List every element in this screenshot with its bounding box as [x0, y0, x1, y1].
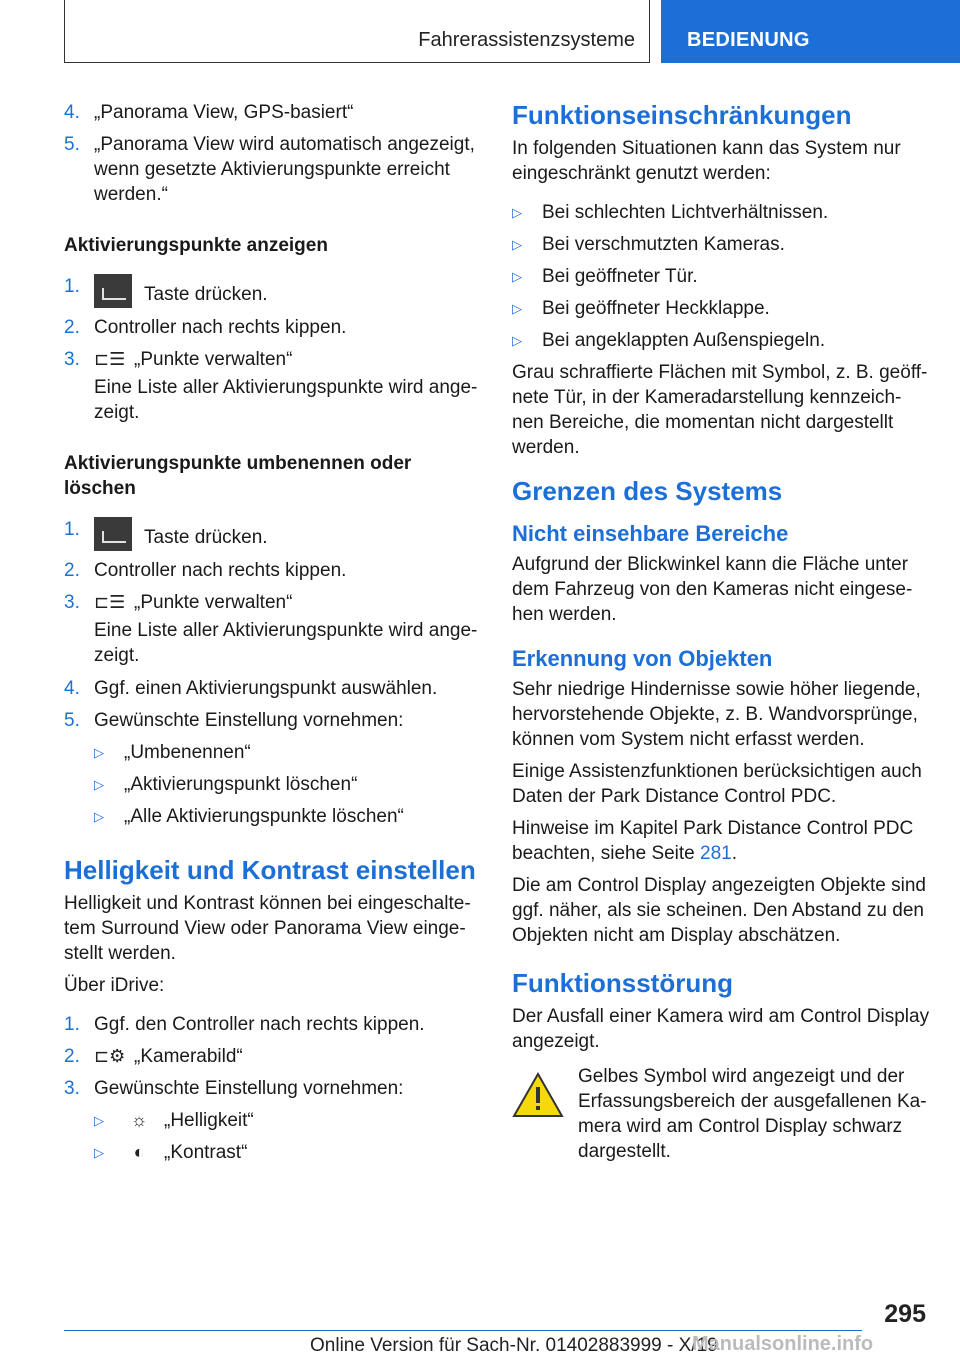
- triangle-right-icon: ▷: [94, 777, 104, 792]
- triangle-right-icon: ▷: [512, 237, 522, 252]
- list-text: Ggf. einen Aktivierungspunkt auswählen.: [94, 678, 438, 699]
- list-text: Gewünschte Einstellung vornehmen:: [94, 1078, 404, 1099]
- list-text: Ggf. den Controller nach rechts kippen.: [94, 1014, 425, 1035]
- paragraph: Der Ausfall einer Kamera wird am Control Display angezeigt.: [512, 1006, 930, 1052]
- list-number: 3.: [64, 592, 80, 613]
- right-column: [512, 100, 932, 1164]
- list-text: Gewünschte Einstellung vornehmen:: [94, 710, 404, 731]
- triangle-right-icon: ▷: [512, 205, 522, 220]
- triangle-right-icon: ▷: [512, 269, 522, 284]
- list-text: Taste drücken.: [144, 284, 268, 305]
- bullet-item: [512, 200, 932, 225]
- bullet-item: [512, 264, 932, 289]
- list-text: „Helligkeit“: [164, 1110, 254, 1131]
- list-text: Bei angeklappten Außenspiegeln.: [542, 330, 826, 351]
- paragraph: Einige Assistenzfunktionen berücksichtigen auch Daten der Park Distance Control PDC.: [512, 761, 922, 807]
- list-continuation: Eine Liste aller Aktivierungspunkte wird ange‐ zeigt.: [94, 620, 478, 666]
- list-item: [64, 1012, 482, 1037]
- list-text: Bei verschmutzten Kameras.: [542, 234, 785, 255]
- warning-triangle-icon: [512, 1072, 564, 1118]
- warning-note: [512, 1064, 932, 1164]
- paragraph: In folgenden Situationen kann das System nur eingeschränkt genutzt werden:: [512, 138, 901, 184]
- list-text: Bei geöffneter Tür.: [542, 266, 698, 287]
- paragraph-text: .: [731, 843, 738, 864]
- list-item: [64, 708, 482, 733]
- triangle-right-icon: ▷: [512, 301, 522, 316]
- list-item: [64, 1044, 482, 1069]
- list-text: „Umbenennen“: [124, 742, 251, 763]
- list-text: „Kamerabild“: [134, 1046, 243, 1067]
- paragraph: [512, 816, 932, 866]
- heading-funktionseinschraenkungen: Funktionseinschränkungen: [512, 100, 852, 130]
- camera-button-icon: [94, 517, 132, 551]
- contrast-icon: ◐: [133, 1142, 145, 1162]
- list-item: [64, 590, 482, 615]
- footer-online-version: Online Version für Sach-Nr. 01402883999 - X/19: [310, 1335, 718, 1356]
- triangle-right-icon: ▷: [94, 809, 104, 824]
- footer-divider: [64, 1330, 862, 1331]
- list-item: [64, 100, 482, 125]
- sub-list-item: [64, 740, 482, 765]
- list-number: 2.: [64, 317, 80, 338]
- bullet-item: [512, 328, 932, 353]
- left-column: [64, 100, 482, 1172]
- sub-list-item: [64, 772, 482, 797]
- list-item: [64, 347, 482, 372]
- warning-text: Gelbes Symbol wird angezeigt und der Erfassungsbereich der ausgefallenen Ka‐ mera wird am Control Display schwarz dargestellt.: [578, 1066, 927, 1162]
- paragraph: Sehr niedrige Hindernisse sowie höher liegende, hervorstehende Objekte, z. B. Wandvorsprünge, können vom System nicht erfasst werden.: [512, 679, 921, 750]
- list-item: [64, 132, 482, 207]
- triangle-right-icon: ▷: [94, 1113, 104, 1128]
- list-text: „Kontrast“: [164, 1142, 248, 1163]
- list-item: [64, 558, 482, 583]
- list-number: 5.: [64, 134, 80, 155]
- heading-funktionsstoerung: Funktionsstörung: [512, 968, 733, 998]
- triangle-right-icon: ▷: [94, 745, 104, 760]
- triangle-right-icon: ▷: [512, 333, 522, 348]
- watermark: Manualsonline.info: [692, 1333, 874, 1355]
- list-text: Controller nach rechts kippen.: [94, 317, 347, 338]
- sub-list-item: [64, 1108, 482, 1133]
- sub-list-item: [64, 1140, 482, 1165]
- sub-list-item: [64, 804, 482, 829]
- list-item: [64, 315, 482, 340]
- list-number: 3.: [64, 349, 80, 370]
- header-section-box: [64, 0, 650, 63]
- list-number: 1.: [64, 519, 80, 540]
- triangle-right-icon: ▷: [94, 1145, 104, 1160]
- camera-settings-icon: ⊏⚙: [94, 1046, 126, 1066]
- list-text: Bei schlechten Lichtverhältnissen.: [542, 202, 829, 223]
- list-text: Controller nach rechts kippen.: [94, 560, 347, 581]
- heading-helligkeit-kontrast: Helligkeit und Kontrast einstellen: [64, 855, 476, 885]
- list-number: 2.: [64, 560, 80, 581]
- list-text: Bei geöffneter Heckklappe.: [542, 298, 770, 319]
- list-number: 1.: [64, 276, 80, 297]
- camera-button-icon: [94, 274, 132, 308]
- list-text: Taste drücken.: [144, 527, 268, 548]
- paragraph: Grau schraffierte Flächen mit Symbol, z. B. geöff‐ nete Tür, in der Kameradarstellung kennzeich‐ nen Bereiche, die momentan nicht dargestellt werden.: [512, 362, 928, 458]
- list-text: „Punkte verwalten“: [134, 592, 293, 613]
- page-number: 295: [884, 1300, 926, 1328]
- list-item: [64, 274, 482, 308]
- list-number: 3.: [64, 1078, 80, 1099]
- list-text: „Panorama View, GPS-basiert“: [94, 102, 354, 123]
- list-text: „Alle Aktivierungspunkte löschen“: [124, 806, 404, 827]
- heading-aktivierungspunkte-anzeigen: Aktivierungspunkte anzeigen: [64, 235, 328, 256]
- page-reference-link[interactable]: 281: [700, 843, 732, 864]
- paragraph: Aufgrund der Blickwinkel kann die Fläche unter dem Fahrzeug von den Kameras nicht eingese‐ hen werden.: [512, 554, 913, 625]
- paragraph: Über iDrive:: [64, 975, 165, 996]
- bullet-item: [512, 232, 932, 257]
- header-section-title: Fahrerassistenzsysteme: [418, 29, 635, 51]
- list-number: 4.: [64, 678, 80, 699]
- heading-erkennung-von-objekten: Erkennung von Objekten: [512, 646, 773, 671]
- paragraph: Die am Control Display angezeigten Objekte sind ggf. näher, als sie scheinen. Den Abstand zu den Objekten nicht am Display abschätzen.: [512, 875, 926, 946]
- heading-nicht-einsehbare-bereiche: Nicht einsehbare Bereiche: [512, 521, 789, 546]
- list-item: [64, 517, 482, 551]
- header-chapter-title: BEDIENUNG: [687, 29, 810, 51]
- heading-grenzen-des-systems: Grenzen des Systems: [512, 476, 783, 506]
- list-number: 4.: [64, 102, 80, 123]
- points-list-icon: ⊏☰: [94, 349, 126, 369]
- list-number: 1.: [64, 1014, 80, 1035]
- header-chapter-box: [661, 0, 960, 63]
- list-number: 5.: [64, 710, 80, 731]
- heading-aktivierungspunkte-umbenennen: Aktivierungspunkte umbenennen oder löschen: [64, 453, 412, 499]
- brightness-icon: ☼: [130, 1110, 148, 1130]
- list-continuation: Eine Liste aller Aktivierungspunkte wird ange‐ zeigt.: [94, 377, 478, 423]
- paragraph: Helligkeit und Kontrast können bei eingeschalte‐ tem Surround View oder Panorama View einge‐ stellt werden.: [64, 893, 471, 964]
- list-text: „Punkte verwalten“: [134, 349, 293, 370]
- bullet-item: [512, 296, 932, 321]
- points-list-icon: ⊏☰: [94, 592, 126, 612]
- paragraph-text: Hinweise im Kapitel Park Distance Control PDC beachten, siehe Seite: [512, 818, 914, 864]
- list-item: [64, 676, 482, 701]
- list-item: [64, 1076, 482, 1101]
- list-text: „Aktivierungspunkt löschen“: [124, 774, 358, 795]
- list-text: „Panorama View wird automatisch angezeigt, wenn gesetzte Aktivierungspunkte erreicht werden.“: [94, 134, 475, 205]
- list-number: 2.: [64, 1046, 80, 1067]
